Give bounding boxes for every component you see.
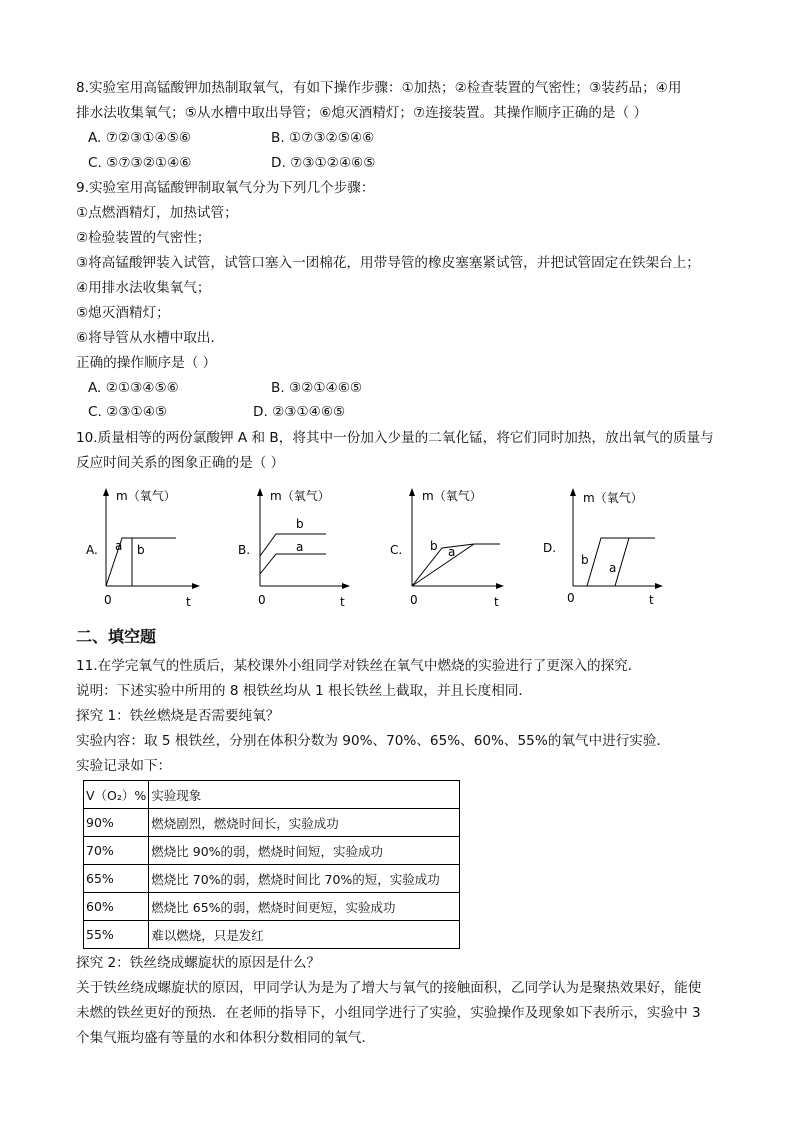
y-axis-label: m（氧气） bbox=[422, 489, 482, 503]
q8-option-b: B. ①⑦③②⑤④⑥ bbox=[271, 130, 375, 146]
table-row bbox=[84, 921, 460, 949]
label-a: a bbox=[296, 540, 304, 554]
label-a: a bbox=[448, 545, 456, 559]
y-axis-arrow bbox=[570, 488, 576, 496]
table-row bbox=[84, 837, 460, 865]
q9-ask: 正确的操作顺序是（ ） bbox=[76, 355, 217, 371]
table-cell: 燃烧比 90%的弱，燃烧时间短，实验成功 bbox=[149, 837, 460, 865]
table-cell: 60% bbox=[84, 893, 149, 921]
y-axis-label: m（氧气） bbox=[270, 489, 330, 503]
q11-para-line2: 未燃的铁丝更好的预热．在老师的指导下，小组同学进行了实验，实验操作及现象如下表所示，实验中 3 bbox=[76, 1005, 701, 1021]
x-axis-label: t bbox=[186, 595, 191, 609]
x-axis-label: t bbox=[649, 593, 654, 607]
x-axis-arrow bbox=[192, 583, 200, 589]
curve-b bbox=[587, 538, 655, 586]
graph-option-label: A. bbox=[86, 543, 98, 557]
q10-graph-c bbox=[390, 486, 515, 611]
y-axis-label: m（氧气） bbox=[116, 489, 176, 503]
label-b: b bbox=[430, 539, 438, 553]
table-cell: 燃烧比 70%的弱，燃烧时间比 70%的短，实验成功 bbox=[149, 865, 460, 893]
section-title: 二、填空题 bbox=[76, 627, 157, 646]
origin-label: 0 bbox=[258, 593, 266, 607]
q9-option-a: A. ②①③④⑤⑥ bbox=[88, 380, 179, 396]
q8-stem-line2: 排水法收集氧气；⑤从水槽中取出导管；⑥熄灭酒精灯；⑦连接装置。其操作顺序正确的是（ ） bbox=[76, 105, 648, 121]
x-axis-label: t bbox=[494, 595, 499, 609]
curve-a bbox=[412, 544, 474, 586]
q11-explore-2: 探究 2：铁丝绕成螺旋状的原因是什么？ bbox=[76, 955, 321, 971]
x-axis-arrow bbox=[496, 583, 504, 589]
label-b: b bbox=[137, 543, 145, 557]
curve-a bbox=[615, 538, 629, 586]
curve-b bbox=[412, 544, 500, 586]
table-cell: 90% bbox=[84, 809, 149, 837]
q9-stem: 9.实验室用高锰酸钾制取氧气分为下列几个步骤： bbox=[76, 180, 375, 196]
y-axis-arrow bbox=[103, 488, 109, 496]
label-b: b bbox=[296, 517, 304, 531]
label-b: b bbox=[581, 553, 589, 567]
y-axis-arrow bbox=[409, 488, 415, 496]
q11-para-line1: 关于铁丝绕成螺旋状的原因，甲同学认为是为了增大与氧气的接触面积，乙同学认为是聚热效果好，能使 bbox=[76, 980, 702, 996]
x-axis-arrow bbox=[342, 583, 350, 589]
curve-a bbox=[260, 554, 326, 574]
label-a: a bbox=[115, 539, 123, 553]
table-row bbox=[84, 893, 460, 921]
q9-option-b: B. ③②①④⑥⑤ bbox=[271, 380, 363, 396]
q8-stem-line1: 8.实验室用高锰酸钾加热制取氧气，有如下操作步骤：①加热；②检查装置的气密性；③装药品；④用 bbox=[76, 80, 682, 96]
table-cell: 难以燃烧，只是发红 bbox=[149, 921, 460, 949]
q8-option-d: D. ⑦③①②④⑥⑤ bbox=[271, 155, 376, 171]
graph-option-label: D. bbox=[543, 541, 557, 555]
origin-label: 0 bbox=[104, 593, 112, 607]
q9-option-c: C. ②③①④⑤ bbox=[88, 404, 168, 420]
table-header-cell: V（O₂）% bbox=[84, 781, 149, 809]
q9-step-5: ⑤熄灭酒精灯； bbox=[76, 305, 170, 321]
curve-b bbox=[260, 534, 326, 556]
q10-stem-line1: 10.质量相等的两份氯酸钾 A 和 B，将其中一份加入少量的二氧化锰，将它们同时加热，放出氧气的质量与 bbox=[76, 430, 714, 446]
q9-step-2: ②检验装置的气密性； bbox=[76, 230, 211, 246]
q8-option-c: C. ⑤⑦③②①④⑥ bbox=[88, 155, 192, 171]
q11-content: 实验内容：取 5 根铁丝，分别在体积分数为 90%、70%、65%、60%、55%的氧气中进行实验． bbox=[76, 733, 671, 749]
table-cell: 55% bbox=[84, 921, 149, 949]
table-cell: 70% bbox=[84, 837, 149, 865]
label-a: a bbox=[609, 561, 617, 575]
q9-step-1: ①点燃酒精灯，加热试管； bbox=[76, 205, 238, 221]
q9-step-6: ⑥将导管从水槽中取出． bbox=[76, 330, 225, 346]
table-cell: 燃烧比 65%的弱，燃烧时间更短，实验成功 bbox=[149, 893, 460, 921]
q11-stem: 11.在学完氧气的性质后，某校课外小组同学对铁丝在氧气中燃烧的实验进行了更深入的探究． bbox=[76, 658, 642, 674]
q9-option-d: D. ②③①④⑥⑤ bbox=[253, 404, 346, 420]
table-cell: 65% bbox=[84, 865, 149, 893]
table-header-cell: 实验现象 bbox=[149, 781, 460, 809]
origin-label: 0 bbox=[410, 593, 418, 607]
table-row bbox=[84, 809, 460, 837]
graph-option-label: C. bbox=[390, 543, 403, 557]
y-axis-label: m（氧气） bbox=[583, 491, 643, 505]
q11-explore-1: 探究 1：铁丝燃烧是否需要纯氧？ bbox=[76, 708, 280, 724]
q9-step-4: ④用排水法收集氧气； bbox=[76, 280, 211, 296]
table-row bbox=[84, 865, 460, 893]
experiment-record-table bbox=[83, 780, 460, 949]
x-axis-arrow bbox=[655, 583, 663, 589]
q11-para-line3: 个集气瓶均盛有等量的水和体积分数相同的氧气． bbox=[76, 1030, 376, 1046]
q11-note: 说明：下述实验中所用的 8 根铁丝均从 1 根长铁丝上截取，并且长度相同． bbox=[76, 683, 532, 699]
q10-graph-a bbox=[84, 486, 209, 611]
q8-option-a: A. ⑦②③①④⑤⑥ bbox=[88, 130, 192, 146]
x-axis-label: t bbox=[340, 595, 345, 609]
q10-stem-line2: 反应时间关系的图象正确的是（ ） bbox=[76, 455, 285, 471]
q10-graph-b bbox=[238, 486, 363, 611]
q9-step-3: ③将高锰酸钾装入试管，试管口塞入一团棉花，用带导管的橡皮塞塞紧试管，并把试管固定在铁架台上； bbox=[76, 255, 700, 271]
q10-graph-d bbox=[543, 486, 668, 611]
q11-record-label: 实验记录如下： bbox=[76, 758, 172, 774]
origin-label: 0 bbox=[567, 591, 575, 605]
table-header-row bbox=[84, 781, 460, 809]
y-axis-arrow bbox=[257, 488, 263, 496]
graph-option-label: B. bbox=[238, 543, 251, 557]
table-cell: 燃烧剧烈，燃烧时间长，实验成功 bbox=[149, 809, 460, 837]
